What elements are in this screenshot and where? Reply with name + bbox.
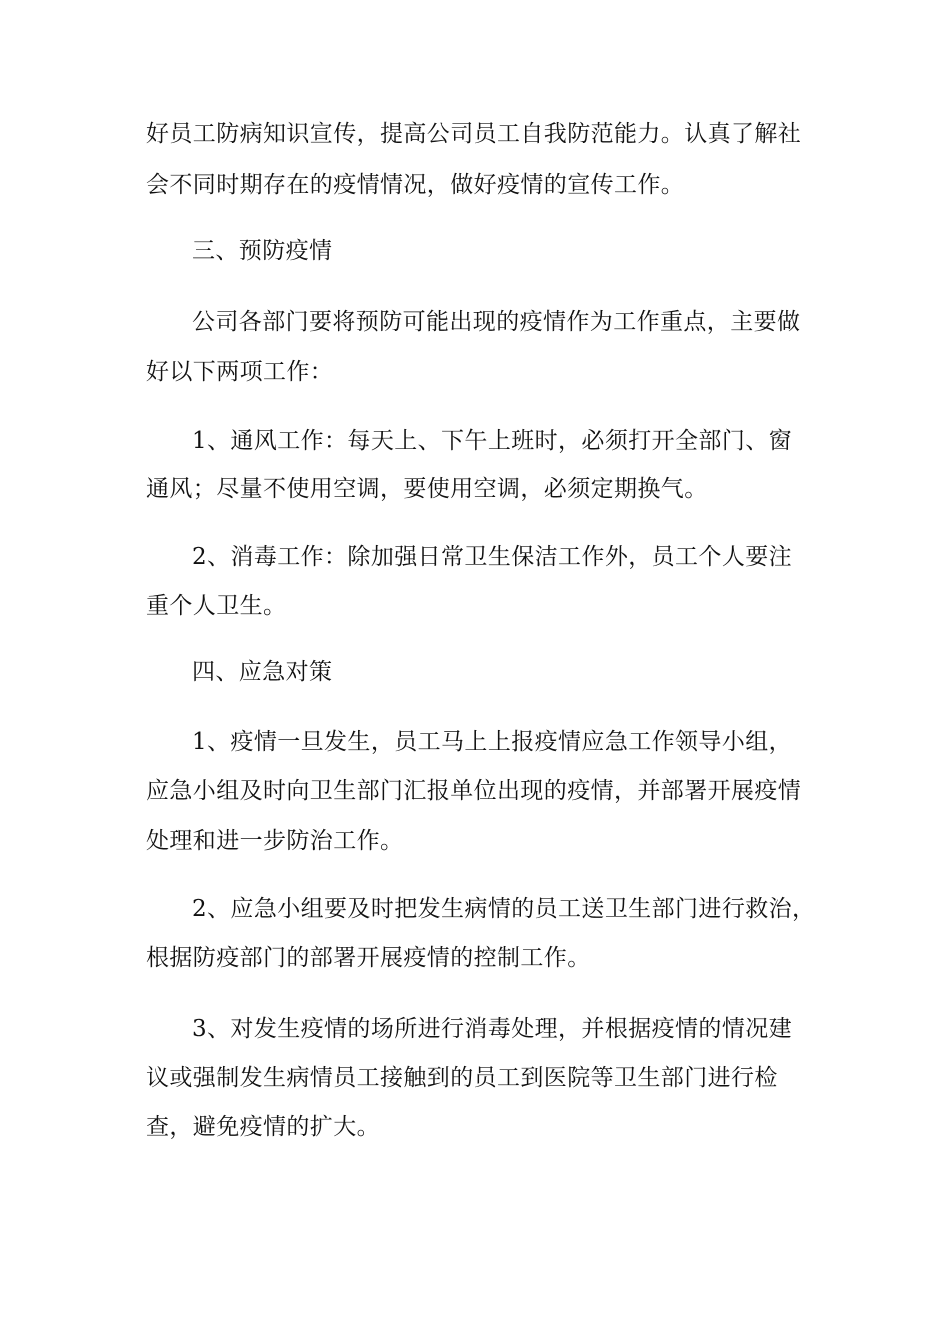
section-heading: 四、应急对策 [192,659,333,685]
paragraph-line: 会不同时期存在的疫情情况，做好疫情的宣传工作。 [146,172,685,198]
paragraph-line: 通风；尽量不使用空调，要使用空调，必须定期换气。 [146,476,708,502]
paragraph-line: 好员工防病知识宣传，提高公司员工自我防范能力。认真了解社 [146,121,802,147]
paragraph-line: 重个人卫生。 [146,593,287,619]
paragraph-line: 议或强制发生病情员工接触到的员工到医院等卫生部门进行检 [146,1065,778,1091]
paragraph-line: 公司各部门要将预防可能出现的疫情作为工作重点，主要做 [192,309,801,335]
paragraph-line: 1、疫情一旦发生，员工马上上报疫情应急工作领导小组， [192,729,793,755]
paragraph-line: 处理和进一步防治工作。 [146,828,404,854]
paragraph-line: 查，避免疫情的扩大。 [146,1114,380,1140]
paragraph-line: 3、对发生疫情的场所进行消毒处理，并根据疫情的情况建 [192,1016,793,1042]
paragraph-line: 2、消毒工作：除加强日常卫生保洁工作外，员工个人要注 [192,544,793,570]
paragraph-line: 根据防疫部门的部署开展疫情的控制工作。 [146,945,591,971]
paragraph-line: 1、通风工作：每天上、下午上班时，必须打开全部门、窗 [192,428,793,454]
section-heading: 三、预防疫情 [192,238,333,264]
paragraph-line: 2、应急小组要及时把发生病情的员工送卫生部门进行救治， [192,896,816,922]
paragraph-line: 好以下两项工作： [146,359,334,385]
paragraph-line: 应急小组及时向卫生部门汇报单位出现的疫情，并部署开展疫情 [146,778,802,804]
